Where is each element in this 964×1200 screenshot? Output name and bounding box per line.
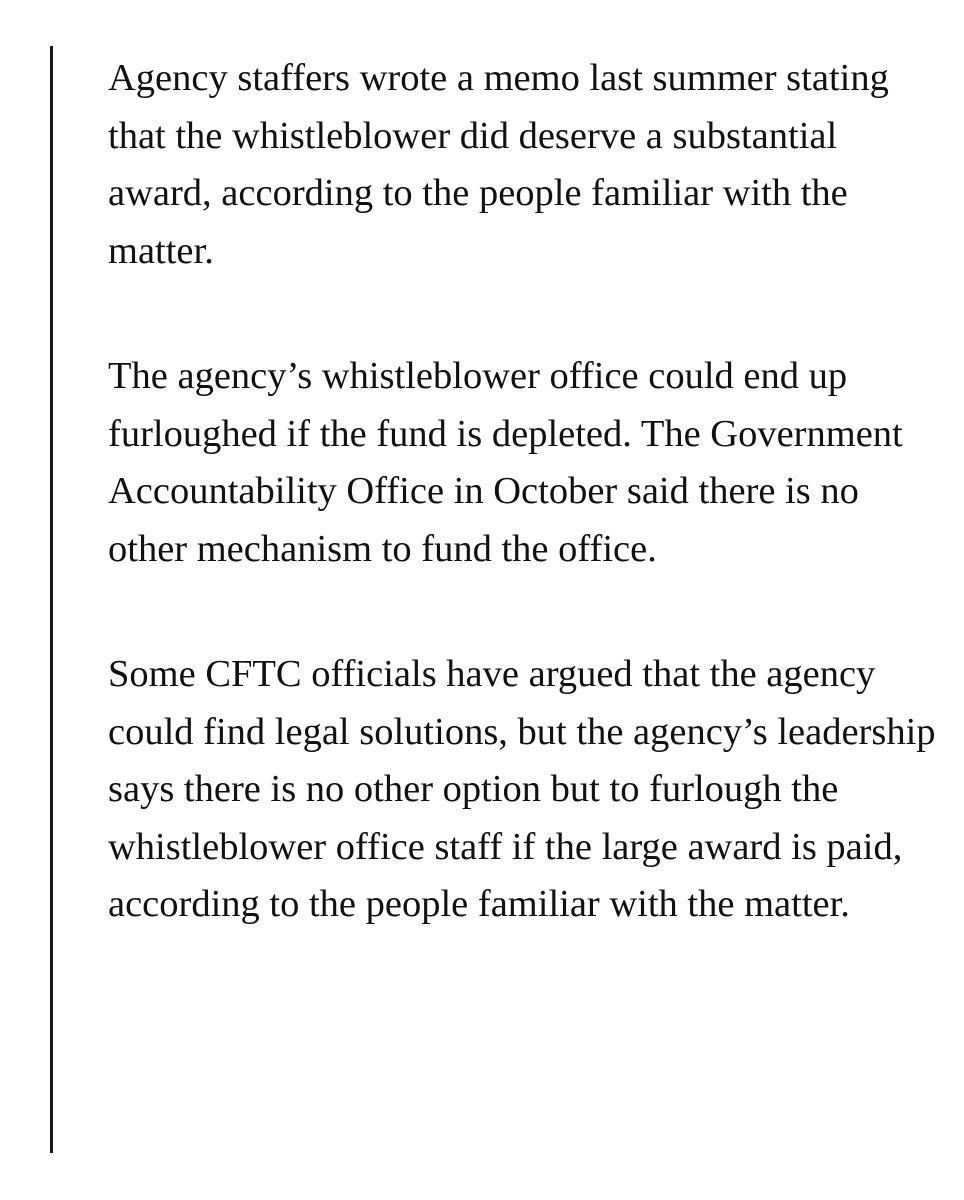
article-excerpt (108, 50, 938, 934)
article-paragraph: Agency staffers wrote a memo last summer stating that the whistleblower did deserve a substantial award, according to the people familiar with the matter. (108, 57, 889, 272)
blockquote-rule (50, 46, 53, 1153)
article-paragraph: Some CFTC officials have argued that the agency could find legal solutions, but the agency’s leadership says there is no other option but to furlough the whistleblower office staff if the large award is paid, according to the people familiar with the matter. (108, 653, 936, 925)
article-paragraph: The agency’s whistleblower office could end up furloughed if the fund is depleted. The Government Accountability Office in October said there is no other mechanism to fund the office. (108, 355, 903, 570)
